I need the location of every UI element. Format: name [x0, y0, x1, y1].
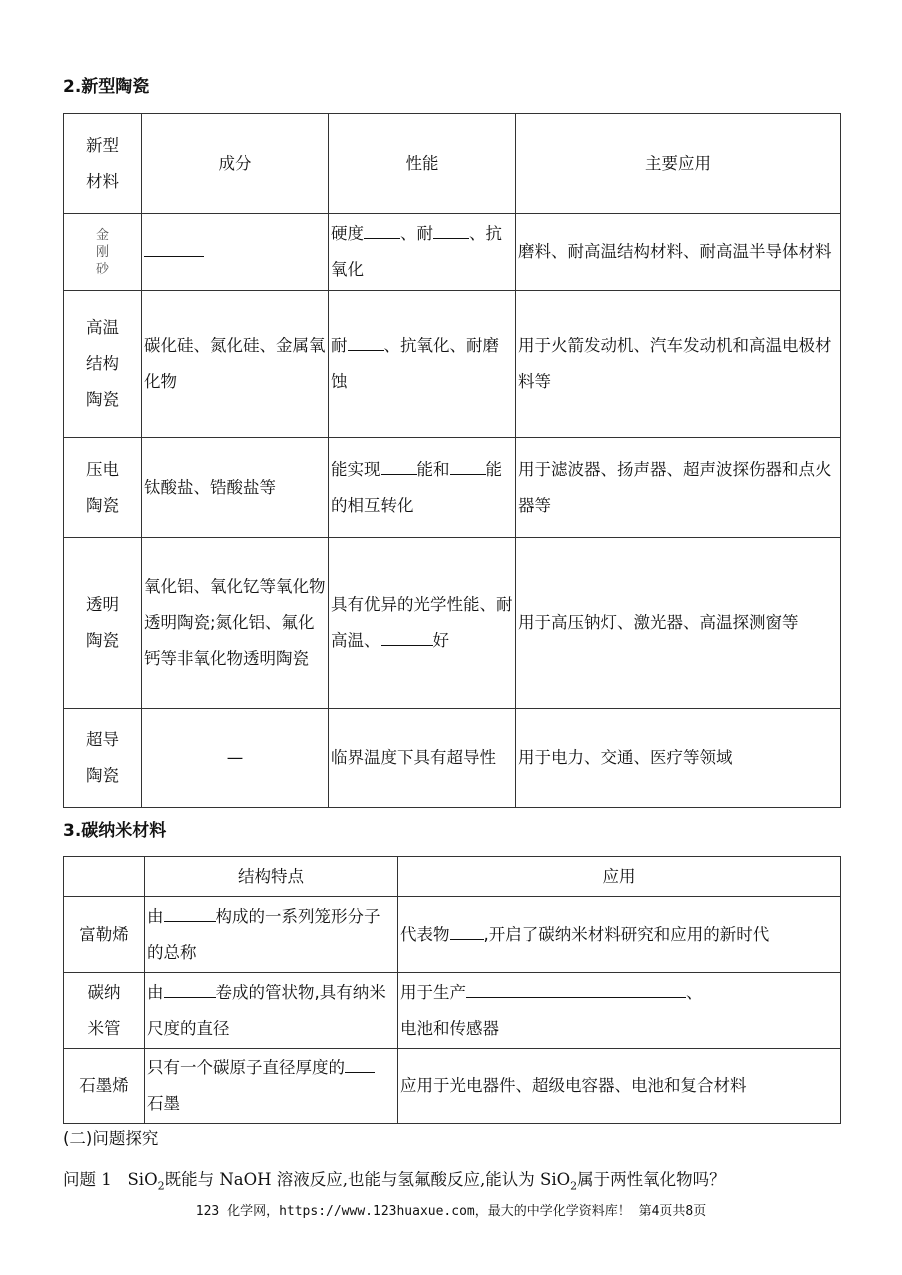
carbon-nano-table [63, 856, 841, 1124]
structure-cell: 由 构成的一系列笼形分子的总称 [145, 897, 398, 973]
table-row [64, 1049, 841, 1124]
fill-blank [381, 628, 433, 646]
material-name: 压电 陶瓷 [64, 438, 142, 538]
material-name: 碳纳 米管 [64, 973, 145, 1049]
table-header-row [64, 114, 841, 214]
table-row [64, 709, 841, 808]
header-properties: 性能 [329, 114, 516, 214]
table-row [64, 214, 841, 291]
material-name: 金 刚 砂 [64, 214, 142, 291]
fill-blank [144, 239, 204, 257]
fill-blank [164, 979, 216, 997]
composition-cell [142, 214, 329, 291]
table-row [64, 973, 841, 1049]
fill-blank [450, 921, 484, 939]
material-name: 超导 陶瓷 [64, 709, 142, 808]
header-applications: 主要应用 [516, 114, 841, 214]
question-label: 问题 1 [63, 1170, 112, 1189]
fill-blank [450, 456, 486, 474]
fill-blank [348, 333, 384, 351]
fill-blank [364, 221, 400, 239]
table-row [64, 291, 841, 438]
fill-blank [381, 456, 417, 474]
applications-cell: 代表物 ,开启了碳纳米材料研究和应用的新时代 [398, 897, 841, 973]
section-problem-exploration: (二)问题探究 [63, 1129, 159, 1148]
header-applications: 应用 [398, 857, 841, 897]
material-name: 石墨烯 [64, 1049, 145, 1124]
header-composition: 成分 [142, 114, 329, 214]
applications-cell: 用于高压钠灯、激光器、高温探测窗等 [516, 538, 841, 709]
applications-cell: 用于电力、交通、医疗等领域 [516, 709, 841, 808]
section-heading-new-ceramics: 2.新型陶瓷 [63, 77, 150, 97]
fill-blank [164, 903, 216, 921]
table-row [64, 438, 841, 538]
applications-cell: 用于生产 、 电池和传感器 [398, 973, 841, 1049]
section-heading-carbon-nano: 3.碳纳米材料 [63, 821, 167, 841]
table-row [64, 538, 841, 709]
structure-cell: 由 卷成的管状物,具有纳米尺度的直径 [145, 973, 398, 1049]
table-header-row [64, 857, 841, 897]
fill-blank [466, 979, 686, 997]
properties-cell: 硬度 、耐 、抗氧化 [329, 214, 516, 291]
material-name: 高温 结构 陶瓷 [64, 291, 142, 438]
material-name: 富勒烯 [64, 897, 145, 973]
composition-cell: 氧化铝、氧化钇等氧化物透明陶瓷;氮化铝、氟化钙等非氧化物透明陶瓷 [142, 538, 329, 709]
structure-cell: 只有一个碳原子直径厚度的 石墨 [145, 1049, 398, 1124]
applications-cell: 用于火箭发动机、汽车发动机和高温电极材料等 [516, 291, 841, 438]
header-structure: 结构特点 [145, 857, 398, 897]
applications-cell: 磨料、耐高温结构材料、耐高温半导体材料 [516, 214, 841, 291]
header-material: 新型 材料 [64, 114, 142, 214]
composition-cell: 碳化硅、氮化硅、金属氧化物 [142, 291, 329, 438]
table-row [64, 897, 841, 973]
question-1: 问题 1 SiO$_2$既能与 NaOH 溶液反应,也能与氢氟酸反应,能认为 SiO$_2$属于两性氧化物吗？ [63, 1170, 726, 1193]
properties-cell: 能实现 能和 能的相互转化 [329, 438, 516, 538]
properties-cell: 临界温度下具有超导性 [329, 709, 516, 808]
properties-cell: 具有优异的光学性能、耐高温、 好 [329, 538, 516, 709]
composition-cell: 钛酸盐、锆酸盐等 [142, 438, 329, 538]
new-ceramics-table [63, 113, 841, 808]
applications-cell: 用于滤波器、扬声器、超声波探伤器和点火器等 [516, 438, 841, 538]
material-name: 透明 陶瓷 [64, 538, 142, 709]
header-empty [64, 857, 145, 897]
fill-blank [433, 221, 469, 239]
applications-cell: 应用于光电器件、超级电容器、电池和复合材料 [398, 1049, 841, 1124]
composition-cell: — [142, 709, 329, 808]
properties-cell: 耐 、抗氧化、耐磨蚀 [329, 291, 516, 438]
page-footer: 123 化学网，https://www.123huaxue.com，最大的中学化学资料库！ 第4页共8页 [195, 1204, 707, 1219]
fill-blank [345, 1055, 375, 1073]
